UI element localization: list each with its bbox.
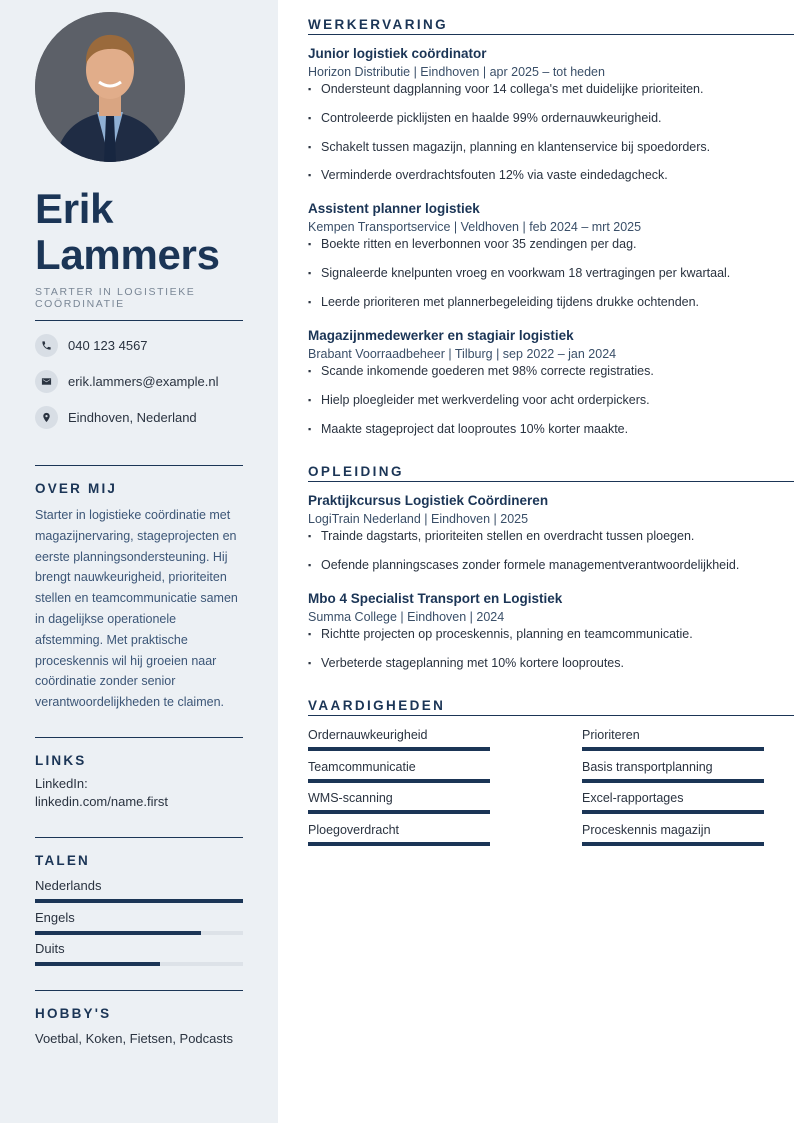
bullet-item: ▪ Richtte projecten op proceskennis, planning en teamcommunicatie. bbox=[308, 626, 788, 642]
skill-name: Teamcommunicatie bbox=[308, 759, 416, 774]
location-text: Eindhoven, Nederland bbox=[68, 410, 197, 425]
skill-item bbox=[582, 759, 764, 783]
entry-title: Praktijkcursus Logistiek Coördineren bbox=[308, 493, 549, 508]
entry-bullets bbox=[308, 236, 788, 310]
divider bbox=[35, 837, 243, 838]
candidate-name bbox=[35, 186, 220, 278]
entry-meta: Summa College | Eindhoven | 2024 bbox=[308, 610, 505, 624]
bullet-item: ▪ Verminderde overdrachtsfouten 12% via vaste eindedagcheck. bbox=[308, 167, 788, 183]
bullet-item: ▪ Controleerde picklijsten en haalde 99% ordernauwkeurigheid. bbox=[308, 110, 788, 126]
skill-item bbox=[308, 790, 490, 814]
skill-item bbox=[308, 759, 490, 783]
skill-name: Excel-rapportages bbox=[582, 791, 684, 806]
language-name: Duits bbox=[35, 941, 65, 956]
language-level-bar bbox=[35, 931, 243, 935]
bullet-item: ▪ Schakelt tussen magazijn, planning en klantenservice bij spoedorders. bbox=[308, 139, 788, 155]
about-heading: OVER MIJ bbox=[35, 481, 118, 496]
divider bbox=[35, 465, 243, 466]
last-name: Lammers bbox=[35, 231, 220, 278]
job-subtitle: STARTER IN LOGISTIEKE COÖRDINATIE bbox=[35, 286, 196, 310]
hobbies-heading: HOBBY'S bbox=[35, 1006, 112, 1021]
resume-entry bbox=[308, 590, 788, 684]
language-level-bar bbox=[35, 899, 243, 903]
skill-item bbox=[582, 790, 764, 814]
bullet-item: ▪ Oefende planningscases zonder formele managementverantwoordelijkheid. bbox=[308, 557, 788, 573]
linkedin-label: LinkedIn: bbox=[35, 776, 88, 791]
entry-bullets bbox=[308, 626, 788, 671]
bullet-item: ▪ Trainde dagstarts, prioriteiten stellen en overdracht tussen ploegen. bbox=[308, 528, 788, 544]
entry-meta: Brabant Voorraadbeheer | Tilburg | sep 2022 – jan 2024 bbox=[308, 347, 617, 361]
skill-level-bar bbox=[308, 842, 490, 846]
first-name: Erik bbox=[35, 185, 114, 232]
skill-item bbox=[308, 727, 490, 751]
bullet-item: ▪ Boekte ritten en leverbonnen voor 35 zendingen per dag. bbox=[308, 236, 788, 252]
resume-entry bbox=[308, 45, 788, 196]
skill-name: Prioriteren bbox=[582, 728, 640, 742]
entry-bullets bbox=[308, 528, 788, 573]
skill-level-bar bbox=[308, 810, 490, 814]
skill-level-bar bbox=[582, 747, 764, 751]
skill-level-bar bbox=[308, 747, 490, 751]
contact-email bbox=[35, 370, 218, 393]
bullet-item: ▪ Verbeterde stageplanning met 10% kortere looproutes. bbox=[308, 655, 788, 671]
hobbies-text: Voetbal, Koken, Fietsen, Podcasts bbox=[35, 1031, 234, 1046]
skill-level-bar bbox=[582, 779, 764, 783]
resume-entry bbox=[308, 492, 788, 586]
skill-level-bar bbox=[308, 779, 490, 783]
language-level-fill bbox=[35, 962, 160, 966]
divider bbox=[35, 990, 243, 991]
entry-title: Assistent planner logistiek bbox=[308, 201, 480, 216]
about-text: Starter in logistieke coördinatie met magazijnervaring, stageprojecten en eerste planningsondersteuning. Hij brengt nauwkeurigheid, prioriteiten stellen en teamcommunicatie samen in dagelijkse operationele afstemming. Met praktische proceskennis wil hij groeien naar coördinatie zonder senior verantwoordelijkheden te claimen. bbox=[35, 508, 238, 710]
phone-icon bbox=[35, 334, 58, 357]
divider bbox=[35, 320, 243, 321]
skill-level-bar bbox=[582, 842, 764, 846]
skill-name: Basis transportplanning bbox=[582, 759, 713, 774]
skill-name: Ordernauwkeurigheid bbox=[308, 728, 428, 742]
divider bbox=[35, 737, 243, 738]
language-level-fill bbox=[35, 931, 201, 935]
skill-item bbox=[308, 822, 490, 846]
links-block bbox=[35, 775, 245, 811]
entry-bullets bbox=[308, 81, 788, 183]
entry-title: Junior logistiek coördinator bbox=[308, 46, 487, 61]
email-address[interactable]: erik.lammers@example.nl bbox=[68, 374, 219, 389]
profile-photo bbox=[35, 12, 185, 162]
skill-name: Proceskennis magazijn bbox=[582, 823, 711, 838]
bullet-item: ▪ Leerde prioriteren met plannerbegeleiding tijdens drukke ochtenden. bbox=[308, 294, 788, 310]
bullet-item: ▪ Ondersteunt dagplanning voor 14 collega's met duidelijke prioriteiten. bbox=[308, 81, 788, 97]
language-name: Nederlands bbox=[35, 878, 102, 893]
experience-heading: WERKERVARING bbox=[308, 17, 794, 35]
language-item bbox=[35, 878, 243, 903]
contact-phone bbox=[35, 334, 148, 357]
entry-meta: Kempen Transportservice | Veldhoven | feb 2024 – mrt 2025 bbox=[308, 220, 642, 234]
language-level-bar bbox=[35, 962, 243, 966]
language-item bbox=[35, 910, 243, 935]
languages-heading: TALEN bbox=[35, 853, 90, 868]
skill-level-bar bbox=[582, 810, 764, 814]
education-heading: OPLEIDING bbox=[308, 464, 794, 482]
language-level-fill bbox=[35, 899, 243, 903]
resume-entry bbox=[308, 327, 788, 449]
bullet-item: ▪ Hielp ploegleider met werkverdeling voor acht orderpickers. bbox=[308, 392, 788, 408]
entry-title: Mbo 4 Specialist Transport en Logistiek bbox=[308, 591, 563, 606]
bullet-item: ▪ Scande inkomende goederen met 98% correcte registraties. bbox=[308, 363, 788, 379]
entry-bullets bbox=[308, 363, 788, 437]
phone-number[interactable]: 040 123 4567 bbox=[68, 338, 148, 353]
skill-name: WMS-scanning bbox=[308, 791, 393, 806]
skill-item bbox=[582, 822, 764, 846]
language-item bbox=[35, 941, 243, 966]
bullet-item: ▪ Signaleerde knelpunten vroeg en voorkwam 18 vertragingen per kwartaal. bbox=[308, 265, 788, 281]
resume-entry bbox=[308, 200, 788, 322]
language-name: Engels bbox=[35, 910, 75, 925]
entry-meta: LogiTrain Nederland | Eindhoven | 2025 bbox=[308, 512, 529, 526]
mail-icon bbox=[35, 370, 58, 393]
skill-name: Ploegoverdracht bbox=[308, 823, 400, 838]
bullet-item: ▪ Maakte stageproject dat looproutes 10% korter maakte. bbox=[308, 421, 788, 437]
skill-item bbox=[582, 727, 764, 751]
skills-heading: VAARDIGHEDEN bbox=[308, 698, 794, 716]
contact-location bbox=[35, 406, 197, 429]
links-heading: LINKS bbox=[35, 753, 87, 768]
entry-title: Magazijnmedewerker en stagiair logistiek bbox=[308, 328, 574, 343]
entry-meta: Horizon Distributie | Eindhoven | apr 2025 – tot heden bbox=[308, 65, 605, 79]
linkedin-link[interactable]: linkedin.com/name.first bbox=[35, 794, 168, 809]
location-pin-icon bbox=[35, 406, 58, 429]
